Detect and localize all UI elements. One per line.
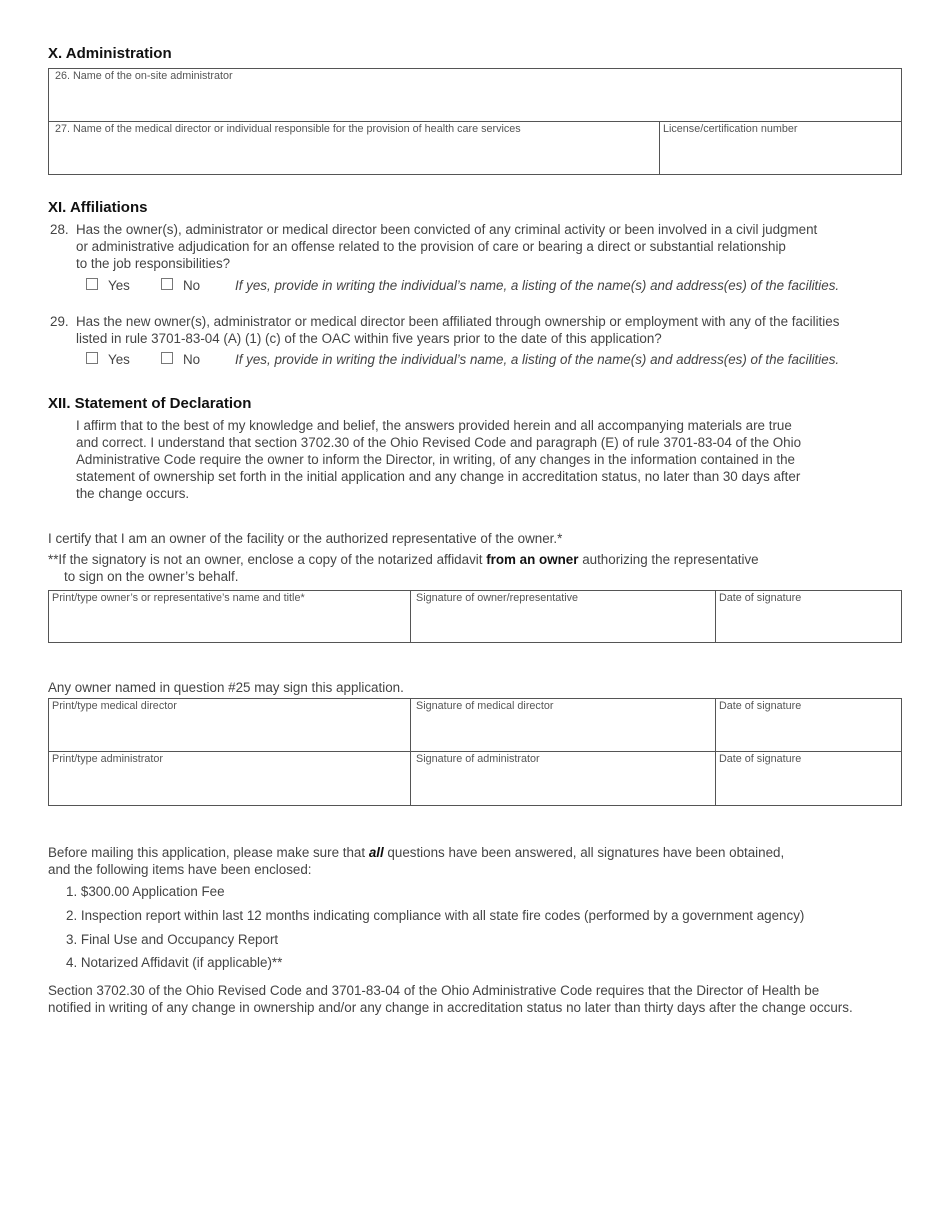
declaration-line: and correct. I understand that section 3702.30 of the Ohio Revised Code and paragraph (E) of rule 3701-83-04 of the Ohio	[76, 435, 802, 450]
q29-if-yes-note: If yes, provide in writing the individual’s name, a listing of the name(s) and address(es) of the facilities.	[235, 352, 840, 367]
certify-statement: I certify that I am an owner of the facility or the authorized representative of the owner.*	[48, 531, 563, 546]
administrator-name-field[interactable]	[49, 752, 411, 805]
enclosure-item: 2. Inspection report within last 12 months indicating compliance with all state fire codes (performed by a government agency)	[66, 908, 805, 923]
footer-statement	[48, 982, 853, 1016]
q28-text	[76, 221, 817, 272]
mailing-line-1	[48, 844, 784, 861]
mailing-instructions	[48, 844, 784, 878]
medical-director-date-label: Date of signature	[719, 700, 802, 712]
mailing-bold-all: all	[368, 845, 384, 860]
q29-no-label: No	[183, 352, 201, 367]
q29-yes-label: Yes	[108, 352, 130, 367]
medical-director-field[interactable]	[49, 122, 660, 174]
q29-line-1: Has the new owner(s), administrator or medical director been affiliated through ownership or employment with any of the facilities	[76, 314, 840, 329]
section-x-title: X. Administration	[48, 45, 172, 62]
staff-signature-table	[48, 698, 902, 806]
administrator-signature-field[interactable]	[411, 752, 716, 805]
owner-signature-label: Signature of owner/representative	[416, 592, 579, 604]
mailing-part: Before mailing this application, please make sure that	[48, 845, 369, 860]
q28-line-1: Has the owner(s), administrator or medical director been convicted of any criminal activity or been involved in a civil judgment	[76, 222, 818, 237]
q28-no-label: No	[183, 278, 201, 293]
q28-yes-label: Yes	[108, 278, 130, 293]
license-number-field[interactable]	[660, 122, 901, 174]
administrator-name-label: Print/type administrator	[52, 753, 164, 765]
administrator-signature-label: Signature of administrator	[416, 753, 540, 765]
q29-no-checkbox[interactable]	[161, 352, 173, 364]
medical-director-date-field[interactable]	[716, 699, 901, 752]
enclosure-item: 1. $300.00 Application Fee	[66, 884, 225, 899]
owner-name-field[interactable]	[49, 591, 411, 642]
q29-yes-checkbox[interactable]	[86, 352, 98, 364]
owner-date-label: Date of signature	[719, 592, 802, 604]
q29-number: 29.	[50, 314, 69, 329]
footer-line-2: notified in writing of any change in ownership and/or any change in accreditation status no later than thirty days after the change occurs.	[48, 1000, 853, 1015]
administrator-date-field[interactable]	[716, 752, 901, 805]
notary-note-bold: from an owner	[486, 552, 579, 567]
medical-director-signature-field[interactable]	[411, 699, 716, 752]
owner-name-label: Print/type owner’s or representative’s name and title*	[52, 592, 305, 604]
medical-director-name-label: Print/type medical director	[52, 700, 177, 712]
owner-signature-table	[48, 590, 902, 643]
q29-line-2: listed in rule 3701-83-04 (A) (1) (c) of the OAC within five years prior to the date of this application?	[76, 331, 662, 346]
section-xii-title: XII. Statement of Declaration	[48, 395, 252, 412]
declaration-line: the change occurs.	[76, 486, 190, 501]
any-owner-note: Any owner named in question #25 may sign this application.	[48, 680, 404, 695]
enclosure-item: 4. Notarized Affidavit (if applicable)**	[66, 955, 283, 970]
q28-if-yes-note: If yes, provide in writing the individual’s name, a listing of the name(s) and address(es) of the facilities.	[235, 278, 840, 293]
notary-note-part: **If the signatory is not an owner, enclose a copy of the notarized affidavit	[48, 552, 487, 567]
mailing-part: questions have been answered, all signatures have been obtained,	[383, 845, 785, 860]
notary-note-line-2: to sign on the owner’s behalf.	[64, 569, 239, 584]
footer-line-1: Section 3702.30 of the Ohio Revised Code and 3701-83-04 of the Ohio Administrative Code requires that the Director of Health be	[48, 983, 820, 998]
section-xi-title: XI. Affiliations	[48, 199, 148, 216]
declaration-line: Administrative Code require the owner to inform the Director, in writing, of any changes in the information contained in the	[76, 452, 796, 467]
owner-signature-field[interactable]	[411, 591, 716, 642]
medical-director-name-field[interactable]	[49, 699, 411, 752]
medical-director-signature-label: Signature of medical director	[416, 700, 554, 712]
q28-number: 28.	[50, 222, 69, 237]
declaration-text	[76, 417, 801, 502]
q28-line-2: or administrative adjudication for an offense related to the provision of care or bearing a direct or substantial relationship	[76, 239, 786, 254]
q29-text	[76, 313, 839, 347]
administrator-date-label: Date of signature	[719, 753, 802, 765]
q27-label: 27. Name of the medical director or individual responsible for the provision of health care services	[55, 123, 521, 135]
q28-line-3: to the job responsibilities?	[76, 256, 231, 271]
q28-yes-checkbox[interactable]	[86, 278, 98, 290]
license-label: License/certification number	[663, 123, 798, 135]
owner-date-field[interactable]	[716, 591, 901, 642]
q26-label: 26. Name of the on-site administrator	[55, 70, 233, 82]
administration-box	[48, 68, 902, 175]
mailing-line-2: and the following items have been enclosed:	[48, 862, 312, 877]
declaration-line: I affirm that to the best of my knowledge and belief, the answers provided herein and all accompanying materials are true	[76, 418, 792, 433]
notary-note-part: authorizing the representative	[578, 552, 759, 567]
q28-no-checkbox[interactable]	[161, 278, 173, 290]
onsite-administrator-field[interactable]	[49, 69, 901, 122]
enclosure-item: 3. Final Use and Occupancy Report	[66, 932, 279, 947]
notary-note	[48, 551, 759, 568]
declaration-line: statement of ownership set forth in the initial application and any change in accreditation status, no later than 30 days after	[76, 469, 801, 484]
